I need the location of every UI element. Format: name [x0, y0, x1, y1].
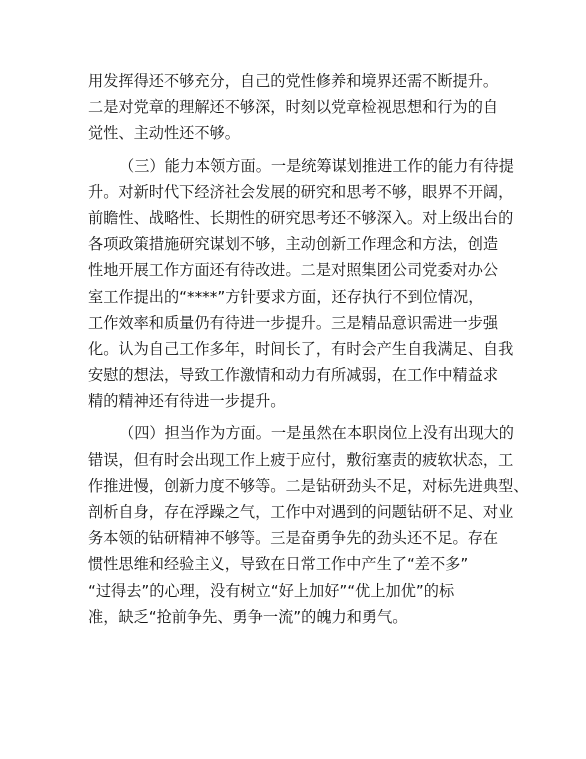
- paragraph-line: 准，缺乏“抢前争先、勇争一流”的魄力和勇气。: [88, 607, 408, 626]
- paragraph-line: 错误，但有时会出现工作上疲于应付，敷衍塞责的疲软状态，工: [88, 450, 514, 469]
- paragraph-line: 升。对新时代下经济社会发展的研究和思考不够，眼界不开阔，: [88, 182, 514, 201]
- paragraph-line: （四）担当作为方面。一是虽然在本职岗位上没有出现大的: [119, 424, 514, 443]
- paragraph-line: 工作效率和质量仍有待进一步提升。三是精品意识需进一步强: [88, 313, 499, 332]
- paragraph-line: 前瞻性、战略性、长期性的研究思考还不够深入。对上级出台的: [88, 208, 514, 227]
- paragraph-line: 化。认为自己工作多年，时间长了，有时会产生自我满足、自我: [88, 339, 514, 358]
- paragraph-line: 务本领的钻研精神不够等。三是奋勇争先的劲头还不足。存在: [88, 529, 499, 548]
- paragraph-line: “过得去”的心理，没有树立“好上加好”“优上加优”的标: [88, 581, 455, 600]
- paragraph-line: 精的精神还有待进一步提升。: [88, 392, 286, 411]
- paragraph-line: （三）能力本领方面。一是统筹谋划推进工作的能力有待提: [119, 156, 514, 175]
- paragraph-line: 二是对党章的理解还不够深，时刻以党章检视思想和行为的自: [88, 98, 499, 117]
- paragraph-line: 安慰的想法，导致工作激情和动力有所减弱，在工作中精益求: [88, 366, 499, 385]
- paragraph-party-spirit-continued: [88, 68, 508, 147]
- paragraph-responsibility: [88, 420, 529, 630]
- paragraph-line: 室工作提出的“****”方针要求方面，还存执行不到位情况，: [88, 287, 484, 306]
- paragraph-line: 剖析自身，存在浮躁之气，工作中对遇到的问题钻研不足、对业: [88, 503, 514, 521]
- paragraph-line: 性地开展工作方面还有待改进。二是对照集团公司党委对办公: [88, 261, 499, 280]
- paragraph-line: 惯性思维和经验主义，导致在日常工作中产生了“差不多”: [88, 555, 469, 574]
- document-body: [88, 68, 529, 630]
- paragraph-line: 作推进慢，创新力度不够等。二是钻研劲头不足，对标先进典型、: [88, 476, 529, 495]
- paragraph-ability: [88, 153, 514, 415]
- paragraph-line: 用发挥得还不够充分，自己的党性修养和境界还需不断提升。: [88, 72, 499, 90]
- paragraph-line: 觉性、主动性还不够。: [88, 124, 240, 143]
- paragraph-line: 各项政策措施研究谋划不够，主动创新工作理念和方法，创造: [88, 235, 499, 254]
